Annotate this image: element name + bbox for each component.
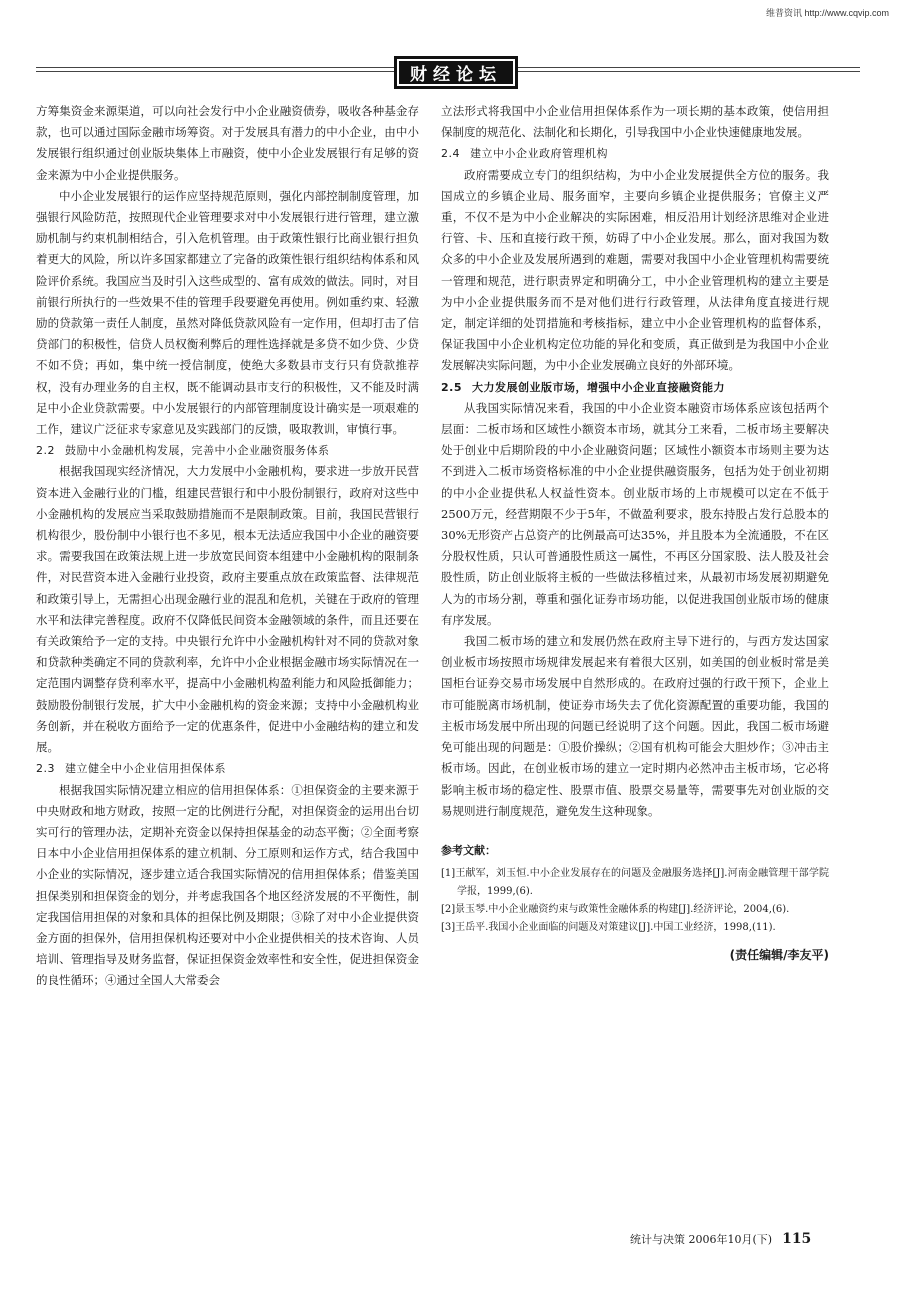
paragraph: 根据我国实际情况建立相应的信用担保体系：①担保资金的主要来源于中央财政和地方财政，按照一定的比例进行分配，对担保资金的运用出台切实可行的管理办法，定期补充资金以保持担保基金的动态平衡；②全面考察日本中小企业信用担保体系的建立机制、分工原则和运作方式，结合我国中小企业的实际情况，逐步建立适合我国实际情况的信用担保体系；借鉴美国担保类别和担保资金的划分，并考虑我国各个地区经济发展的不平衡性，制定我国信用担保的对象和具体的担保比例及期限；③除了对中小企业提供资金方面的担保外，信用担保机构还要对中小企业提供相关的技术咨询、人员培训、管理指导及财务监督，保证担保资金效率性和安全性，促进担保资金的良性循环；④通过全国人大常委会 [36,782,419,988]
subsection-heading [441,143,829,164]
heading-text: 建立中小企业政府管理机构 [470,147,608,161]
right-column [441,101,829,966]
paragraph: 从我国实际情况来看，我国的中小企业资本融资市场体系应该包括两个层面：二板市场和区域性小额资本市场，就其分工来看，二板市场主要解决处于创业中后期阶段的中小企业融资问题；区域性小额资本市场则主要为达不到进入二板市场资格标准的中小企业提供融资服务，包括为处于创业初期的中小企业提供私人权益性资本。创业版市场的上市规模可以定在不低于2500万元，经营期限不少于5年，不做盈利要求，股东持股占发行总股本的30%无形资产占总资产的比例最高可达35%，并且股本为全流通股，不在区分股权性质，只认可普通股性质这一属性，不再区分国家股、法人股及社会股性质，防止创业版将主板的一些做法移植过来，从最初市场发展初期避免人为的市场分割，尊重和强化证券市场功能，以促进我国创业版市场的健康有序发展。 [441,400,829,627]
subsection-heading [36,758,419,779]
heading-number: 2.3 [36,762,55,776]
heading-number: 2.2 [36,444,55,458]
paragraph: 中小企业发展银行的运作应坚持规范原则，强化内部控制制度管理，加强银行风险防范，按照现代企业管理要求对中小发展银行进行管理，建立激励机制与约束机制相结合，引入危机管理。由于政策性银行比商业银行担负着更大的风险，所以许多国家都建立了完备的政策性银行组织结构体系和风险评价系统。我国应当及时引入这些成型的、富有成效的做法。同时，对目前银行所执行的一些效果不佳的管理手段要避免再使用。例如重约束、轻激励的贷款第一责任人制度，虽然对降低贷款风险有一定作用，但却打击了信贷部门的积极性，信贷人员权衡利弊后的理性选择就是多贷不如少贷、少贷不如不贷；再如，集中统一授信制度，使绝大多数县市支行只有贷款推荐权，没有办理业务的自主权，既不能调动县市支行的积极性，又不能及时满足中小企业贷款需要。中小发展银行的内部管理制度设计确实是一项艰难的工作，建议广泛征求专家意见及实践部门的反馈，吸取教训，审慎行事。 [36,188,419,437]
editor-credit: (责任编辑/李友平) [729,948,829,963]
reference-item: [2]景玉琴.中小企业融资约束与政策性金融体系的构建[J].经济评论，2004,(6). [441,904,790,916]
references-title: 参考文献： [441,843,496,857]
heading-number: 2.5 [441,380,462,394]
page-footer [630,1231,811,1247]
paragraph: 政府需要成立专门的组织结构，为中小企业发展提供全方位的服务。我国成立的乡镇企业局、服务面窄，主要向乡镇企业提供服务；官僚主义严重，不仅不是为中小企业解决的实际困难，相反沿用计划经济思维对企业进行管、卡、压和直接行政干预，妨碍了中小企业发展。那么，面对我国为数众多的中小企业及发展所遇到的难题，需要对我国中小企业管理机构需要统一管理和规范，进行职责界定和明确分工，中小企业管理机构的建立主要是为中小企业提供服务而不是对他们进行行政管理，从法律角度直接进行规定，制定详细的处罚措施和考核指标，建立中小企业管理机构的监督体系，保证我国中小企业机构定位功能的异化和变质，真正做到是为我国中小企业发展解决实际问题，为中小企业发展确立良好的外部环境。 [441,167,829,373]
section-title: 财经论坛 [394,56,518,89]
watermark: 维普资讯 http://www.cqvip.com [765,8,889,18]
paragraph: 立法形式将我国中小企业信用担保体系作为一项长期的基本政策，使信用担保制度的规范化、法制化和长期化，引导我国中小企业快速健康地发展。 [441,104,829,140]
reference-item: [3]王岳平.我国小企业面临的问题及对策建议[J].中国工业经济，1998,(11). [441,922,776,934]
heading-text: 建立健全中小企业信用担保体系 [65,762,226,776]
journal-info: 统计与决策 2006年10月(下) [630,1233,773,1246]
heading-number: 2.4 [441,147,460,161]
paragraph: 方筹集资金来源渠道，可以向社会发行中小企业融资债券，吸收各种基金存款，也可以通过国际金融市场筹资。对于发展具有潜力的中小企业，由中小发展银行组织通过创业版块集体上市融资，使中小企业发展银行有足够的资金来源为中小企业提供服务。 [36,104,419,182]
subsection-heading [441,377,829,398]
heading-text: 大力发展创业版市场，增强中小企业直接融资能力 [472,380,725,394]
paragraph: 我国二板市场的建立和发展仍然在政府主导下进行的，与西方发达国家创业板市场按照市场规律发展起来有着很大区别，如美国的创业板时常是美国柜台证券交易市场发展中自然形成的。在政府过强的行政干预下，企业上市可能脱离市场机制，使证券市场失去了优化资源配置的重要功能，我国的主板市场发展中所出现的问题已经说明了这个问题。因此，我国二板市场避免可能出现的问题是：①股价操纵；②国有机构可能会大胆炒作；③冲击主板市场。因此，在创业板市场的建立一定时期内必然冲击主板市场，它必将影响主板市场的稳定性、股票市值、股票交易量等，需要事先对创业版的交易规则进行制度规范，避免发生这种现象。 [441,634,829,818]
reference-item: [1]王献军，刘玉恒.中小企业发展存在的问题及金融服务选择[J].河南金融管理干部学院学报，1999,(6). [441,868,829,898]
left-column [36,101,419,992]
heading-text: 鼓励中小金融机构发展，完善中小企业融资服务体系 [65,444,330,458]
subsection-heading [36,440,419,461]
page-number: 115 [782,1231,812,1247]
section-header [36,58,860,85]
paragraph: 根据我国现实经济情况，大力发展中小金融机构，要求进一步放开民营资本进入金融行业的门槛，组建民营银行和中小股份制银行，政府对这些中小金融机构的发展应当采取鼓励措施而不是限制政策。目前，我国民营银行机构很少，股份制中小银行也不多见，根本无法适应我国中小企业的融资要求。需要我国在政策法规上进一步放宽民间资本组建中小金融机构的限制条件，对民营资本进入金融行业投资，政府主要重点放在政策监督、法律规范和政策引导上，无需担心出现金融行业的混乱和危机，关键在于政府的管理水平和法律完善程度。政府不仅降低民间资本金融领域的条件，而且还要在有关政策给予一定的支持。中央银行允许中小金融机构针对不同的贷款对象和贷款种类确定不同的贷款利率，允许中小企业根据金融市场实际情况在一定范围内调整存贷利率水平，提高中小金融机构盈利能力和风险抵御能力；鼓励股份制银行发展，扩大中小金融机构的资金来源；支持中小金融机构业务创新，并在税收方面给予一定的优惠条件，促进中小金融结构的建立和发展。 [36,464,419,755]
